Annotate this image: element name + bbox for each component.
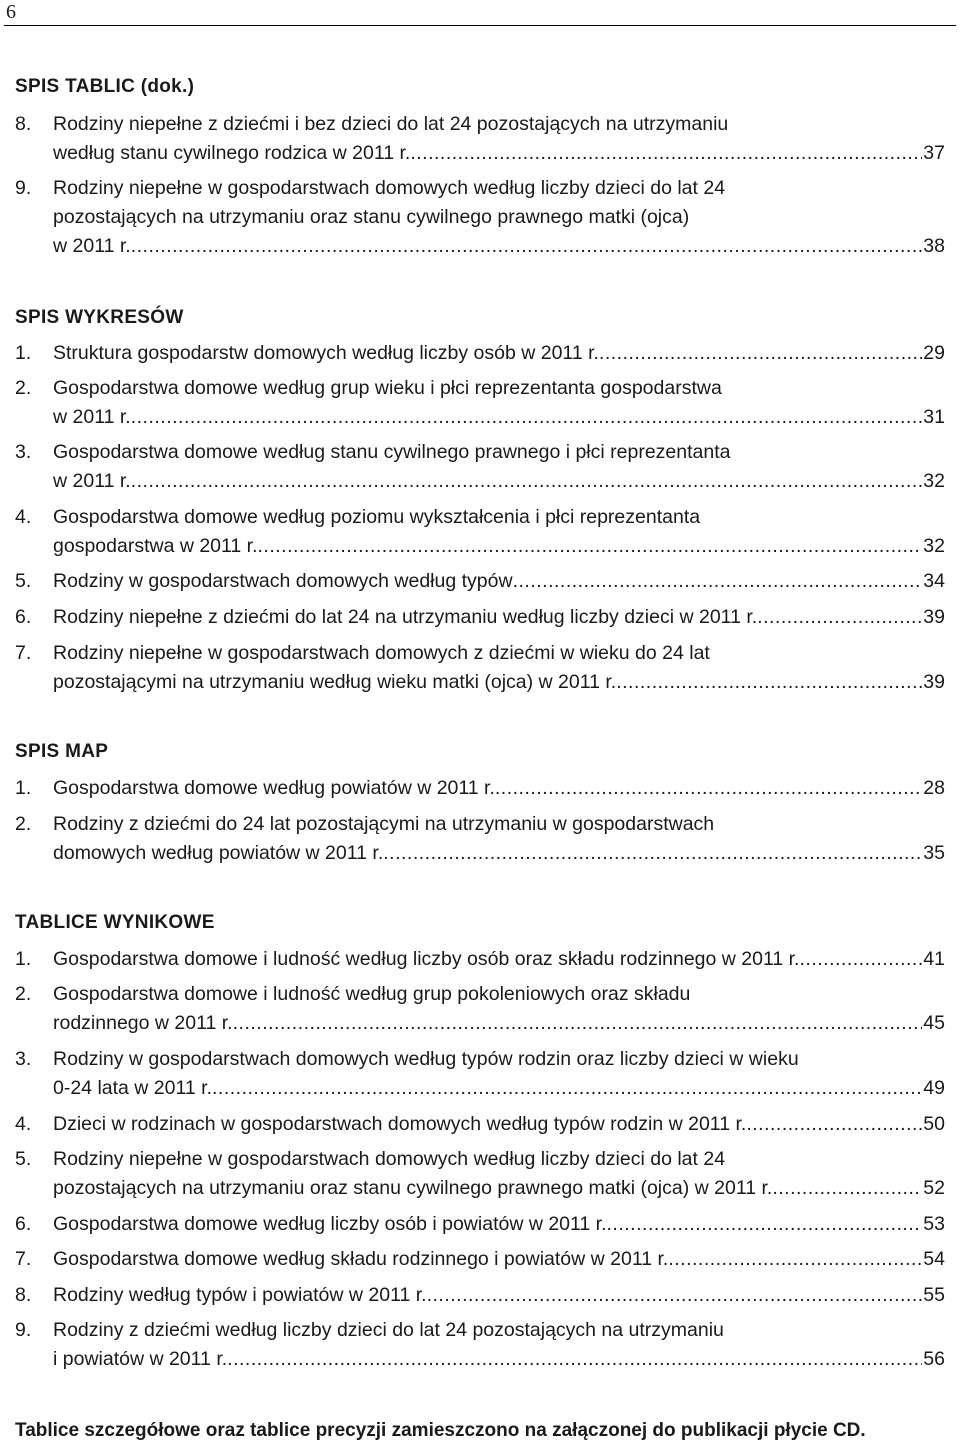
toc-entry (15, 567, 945, 596)
toc-entry (15, 110, 945, 168)
toc-entry-page: 53 (923, 1213, 945, 1235)
toc-entry-page: 32 (923, 535, 945, 557)
toc-entry-text: Rodziny z dziećmi według liczby dzieci do lat 24 pozostających na utrzymaniu (53, 1319, 724, 1341)
toc-dot-leader (599, 339, 922, 368)
toc-entry-number: 2. (15, 813, 32, 835)
toc-entry-text: 0-24 lata w 2011 r. (53, 1077, 212, 1099)
toc-entry-text: pozostającymi na utrzymaniu według wieku matki (ojca) w 2011 r. (53, 671, 617, 693)
toc-entry (15, 1110, 945, 1139)
toc-dot-leader (383, 839, 922, 868)
toc-dot-leader (131, 232, 923, 261)
toc-entry (15, 810, 945, 868)
toc-entry-page: 32 (923, 470, 945, 492)
toc-entry-text: Rodziny według typów i powiatów w 2011 r. (53, 1284, 427, 1306)
toc-entry (15, 1145, 945, 1203)
toc-entry (15, 945, 945, 974)
toc-entry-text: Dzieci w rodzinach w gospodarstwach domowych według typów rodzin w 2011 r. (53, 1113, 747, 1135)
toc-entry-text: Rodziny niepełne w gospodarstwach domowych według liczby dzieci do lat 24 (53, 177, 726, 199)
toc-entry-text: gospodarstwa w 2011 r. (53, 535, 258, 557)
toc-entry-number: 3. (15, 1048, 32, 1070)
toc-entry-number: 9. (15, 177, 32, 199)
toc-entry-text: według stanu cywilnego rodzica w 2011 r. (53, 142, 411, 164)
section-title-mapy: SPIS MAP (15, 741, 109, 762)
toc-entry-text: Rodziny z dziećmi do 24 lat pozostającymi na utrzymaniu w gospodarstwach (53, 813, 715, 835)
toc-entry-page: 54 (923, 1248, 945, 1270)
toc-entry-number: 5. (15, 1148, 32, 1170)
toc-entry-number: 4. (15, 506, 32, 528)
toc-entry-page: 28 (923, 777, 945, 799)
toc-entry-number: 9. (15, 1319, 32, 1341)
toc-dot-leader (513, 567, 923, 596)
toc-entry (15, 603, 945, 632)
toc-dot-leader (616, 668, 922, 697)
toc-entry-text: Gospodarstwa domowe i ludność według liczby osób oraz składu rodzinnego w 2011 r. (53, 948, 800, 970)
toc-dot-leader (258, 532, 923, 561)
toc-entry-text: pozostających na utrzymaniu oraz stanu cywilnego prawnego matki (ojca) w 2011 r. (53, 1177, 773, 1199)
toc-entry-text: domowych według powiatów w 2011 r. (53, 842, 384, 864)
toc-entry (15, 980, 945, 1038)
toc-entry (15, 174, 945, 261)
toc-entry-text: Gospodarstwa domowe według grup wieku i płci reprezentanta gospodarstwa (53, 377, 722, 399)
toc-entry (15, 1045, 945, 1103)
toc-entry-text: Gospodarstwa domowe według poziomu wykształcenia i płci reprezentanta (53, 506, 701, 528)
toc-entry-page: 31 (923, 406, 945, 428)
toc-entry-number: 2. (15, 377, 32, 399)
toc-dot-leader (495, 774, 922, 803)
toc-entry (15, 374, 945, 432)
toc-entry-page: 34 (923, 570, 945, 592)
toc-entry-number: 7. (15, 642, 32, 664)
toc-entry-text: Gospodarstwa domowe według składu rodzinnego i powiatów w 2011 r. (53, 1248, 669, 1270)
toc-entry (15, 1316, 945, 1374)
toc-dot-leader (227, 1345, 922, 1374)
toc-dot-leader (233, 1009, 923, 1038)
toc-entry-text: w 2011 r. (53, 470, 131, 492)
toc-entry-page: 49 (923, 1077, 945, 1099)
page-number: 6 (6, 1, 16, 23)
toc-dot-leader (427, 1281, 923, 1310)
toc-entry-text: Rodziny niepełne z dziećmi i bez dzieci do lat 24 pozostających na utrzymaniu (53, 113, 729, 135)
toc-entry-number: 3. (15, 441, 32, 463)
toc-dot-leader (757, 603, 922, 632)
toc-entry (15, 1281, 945, 1310)
toc-entry-page: 35 (923, 842, 945, 864)
toc-entry (15, 639, 945, 697)
toc-entry-page: 29 (923, 342, 945, 364)
toc-entry-text: Rodziny niepełne w gospodarstwach domowych według liczby dzieci do lat 24 (53, 1148, 726, 1170)
toc-entry-page: 50 (923, 1113, 945, 1135)
toc-entry-number: 1. (15, 342, 32, 364)
toc-entry-page: 37 (923, 142, 945, 164)
toc-entry-number: 8. (15, 1284, 32, 1306)
toc-entry (15, 438, 945, 496)
toc-dot-leader (212, 1074, 922, 1103)
toc-entry-page: 55 (923, 1284, 945, 1306)
toc-dot-leader (799, 945, 922, 974)
toc-dot-leader (410, 139, 922, 168)
toc-entry-text: Gospodarstwa domowe według powiatów w 2011 r. (53, 777, 495, 799)
toc-entry (15, 1245, 945, 1274)
toc-entry (15, 1210, 945, 1239)
toc-entry-number: 6. (15, 1213, 32, 1235)
toc-entry-text: Rodziny w gospodarstwach domowych według typów rodzin oraz liczby dzieci w wieku (53, 1048, 799, 1070)
toc-dot-leader (131, 403, 923, 432)
toc-dot-leader (607, 1210, 923, 1239)
toc-entry-text: i powiatów w 2011 r. (53, 1348, 228, 1370)
toc-entry-number: 5. (15, 570, 32, 592)
toc-entry (15, 503, 945, 561)
toc-entry-page: 56 (923, 1348, 945, 1370)
toc-entry-text: Gospodarstwa domowe według liczby osób i powiatów w 2011 r. (53, 1213, 607, 1235)
toc-entry-text: w 2011 r. (53, 235, 131, 257)
toc-entry-page: 45 (923, 1012, 945, 1034)
toc-entry-text: rodzinnego w 2011 r. (53, 1012, 233, 1034)
toc-dot-leader (746, 1110, 922, 1139)
toc-entry-text: Rodziny niepełne w gospodarstwach domowych z dziećmi w wieku do 24 lat (53, 642, 710, 664)
toc-entry-number: 2. (15, 983, 32, 1005)
toc-entry-text: Gospodarstwa domowe i ludność według grup pokoleniowych oraz składu (53, 983, 691, 1005)
section-title-tablice: SPIS TABLIC (dok.) (15, 76, 195, 97)
toc-dot-leader (668, 1245, 922, 1274)
toc-entry-page: 38 (923, 235, 945, 257)
toc-entry-page: 41 (923, 948, 945, 970)
toc-entry-text: Rodziny w gospodarstwach domowych według typów (53, 570, 513, 592)
toc-entry (15, 339, 945, 368)
toc-entry-number: 1. (15, 777, 32, 799)
toc-entry-number: 4. (15, 1113, 32, 1135)
footer-note: Tablice szczegółowe oraz tablice precyzji zamieszczono na załączonej do publikacji płycie CD. (15, 1420, 866, 1441)
toc-entry-number: 1. (15, 948, 32, 970)
toc-entry-text: pozostających na utrzymaniu oraz stanu cywilnego prawnego matki (ojca) (53, 206, 690, 228)
toc-entry-text: Struktura gospodarstw domowych według liczby osób w 2011 r. (53, 342, 599, 364)
toc-entry-number: 6. (15, 606, 32, 628)
section-title-wykresy: SPIS WYKRESÓW (15, 307, 184, 328)
header-rule (4, 25, 956, 26)
toc-entry-number: 7. (15, 1248, 32, 1270)
toc-entry-text: Rodziny niepełne z dziećmi do lat 24 na utrzymaniu według liczby dzieci w 2011 r. (53, 606, 758, 628)
toc-entry-text: w 2011 r. (53, 406, 131, 428)
toc-entry-text: Gospodarstwa domowe według stanu cywilnego prawnego i płci reprezentanta (53, 441, 731, 463)
section-title-wynikowe: TABLICE WYNIKOWE (15, 912, 215, 933)
toc-dot-leader (772, 1174, 922, 1203)
toc-entry-number: 8. (15, 113, 32, 135)
toc-entry (15, 774, 945, 803)
toc-dot-leader (131, 467, 923, 496)
toc-entry-page: 39 (923, 671, 945, 693)
toc-entry-page: 52 (923, 1177, 945, 1199)
toc-entry-page: 39 (923, 606, 945, 628)
